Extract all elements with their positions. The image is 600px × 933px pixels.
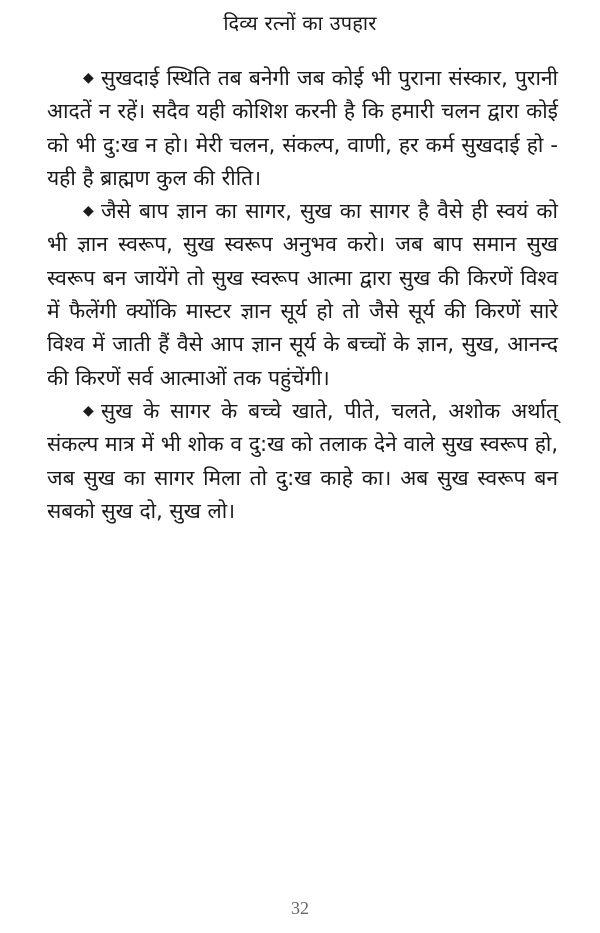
paragraph-2 — [47, 195, 558, 395]
page-number: 32 — [291, 898, 309, 918]
page-body — [47, 62, 558, 528]
paragraph-3-text: सुख के सागर के बच्चे खाते, पीते, चलते, अशोक अर्थात् संकल्प मात्र में भी शोक व दु:ख को तलाक देने वाले सुख स्वरूप हो, जब सुख का सागर मिला तो दु:ख काहे का। अब सुख स्वरूप बन सबको सुख दो, सुख लो। — [47, 398, 558, 523]
paragraph-1 — [47, 62, 558, 195]
paragraph-2-text: जैसे बाप ज्ञान का सागर, सुख का सागर है वैसे ही स्वयं को भी ज्ञान स्वरूप, सुख स्वरूप अनुभव करो। जब बाप समान सुख स्वरूप बन जायेंगे तो सुख स्वरूप आत्मा द्वारा सुख की किरणें विश्व में फैलेंगी क्योंकि मास्टर ज्ञान सूर्य हो तो जैसे सूर्य की किरणें सारे विश्व में जाती हैं वैसे आप ज्ञान सूर्य के बच्चों के ज्ञान, सुख, आनन्द की किरणें सर्व आत्माओं तक पहुंचेंगी। — [47, 199, 558, 390]
page-header-title: दिव्य रत्नों का उपहार — [223, 11, 377, 35]
diamond-bullet-icon: ◆ — [83, 70, 94, 86]
paragraph-1-text: सुखदाई स्थिति तब बनेगी जब कोई भी पुराना संस्कार, पुरानी आदतें न रहें। सदैव यही कोशिश करनी है कि हमारी चलन द्वारा कोई को भी दु:ख न हो। मेरी चलन, संकल्प, वाणी, हर कर्म सुखदाई हो - यही है ब्राह्मण कुल की रीति। — [47, 66, 558, 190]
paragraph-3 — [47, 395, 558, 528]
diamond-bullet-icon: ◆ — [83, 203, 94, 220]
diamond-bullet-icon: ◆ — [83, 402, 94, 419]
